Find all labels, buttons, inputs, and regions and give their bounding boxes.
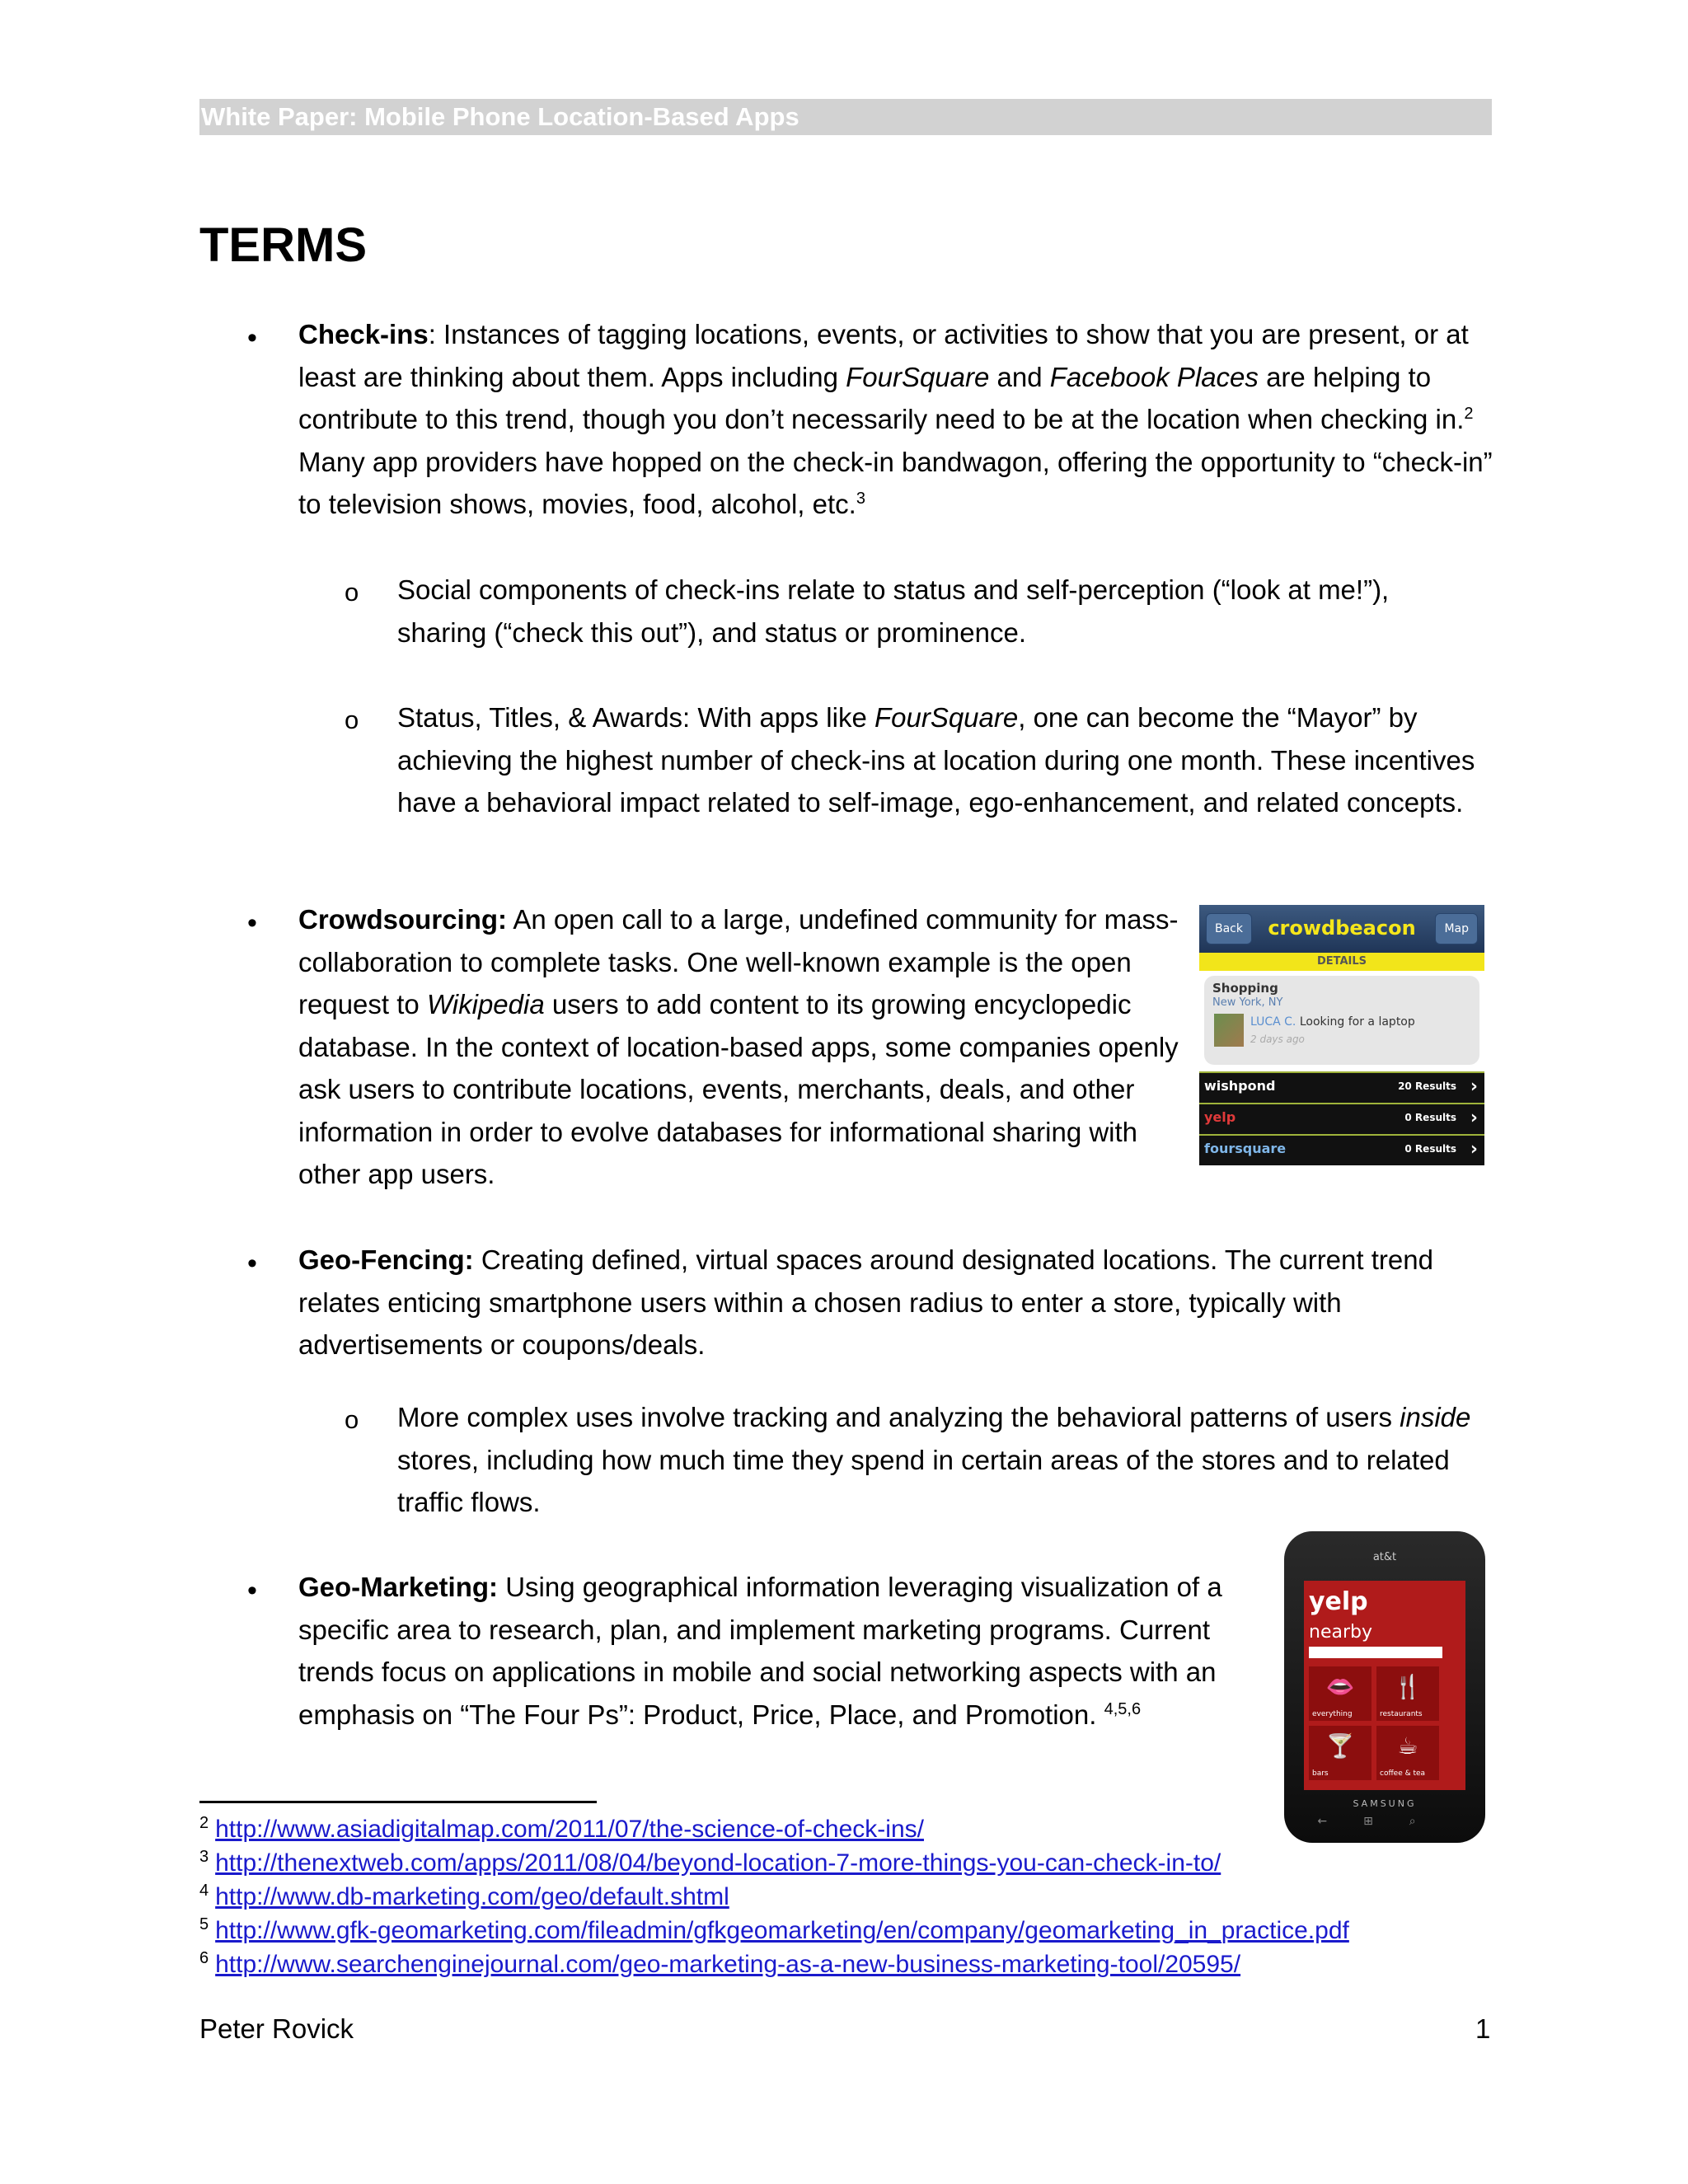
cocktail-icon: 🍸: [1325, 1732, 1355, 1760]
crowdsourcing-paragraph: Crowdsourcing: An open call to a large, undefined community for mass-collaboration to complete tasks. One well-known example is the open request to Wikipedia users to add content to its growing encyclopedic database. In the context of location-based apps, some companies openly ask users to contribute locations, events, merchants, deals, and other information in order to evolve databases for informational sharing with other app users.: [298, 904, 1179, 1189]
footnote-link[interactable]: http://thenextweb.com/apps/2011/08/04/beyond-location-7-more-things-you-can-check-in-to/: [215, 1849, 1221, 1877]
checkins-sub-social: Social components of check-ins relate to status and self-perception (“look at me!”), sharing (“check this out”), and status or prominence.: [397, 574, 1390, 648]
request-message: LUCA C. Looking for a laptop: [1250, 1015, 1415, 1029]
coffee-cup-icon: ☕: [1397, 1732, 1418, 1760]
tile-everything: 👄 everything: [1309, 1666, 1372, 1721]
avatar: [1214, 1014, 1244, 1047]
geofencing-paragraph: Geo-Fencing: Creating defined, virtual spaces around designated locations. The current trend relates enticing smartphone users within a chosen radius to enter a store, typically with advertisements or coupons/deals.: [298, 1244, 1433, 1360]
bullet-icon: •: [247, 322, 257, 354]
document-header: White Paper: Mobile Phone Location-Based Apps: [199, 99, 1492, 135]
geofencing-sub-paragraph: More complex uses involve tracking and analyzing the behavioral patterns of users inside stores, including how much time they spend in certain areas of the stores and to related traffic flows.: [397, 1402, 1471, 1517]
wishpond-logo: wishpond: [1204, 1078, 1276, 1094]
footnote: $^3$ http://thenextweb.com/apps/2011/08/04/beyond-location-7-more-things-you-can-check-in-to/: [199, 1848, 1221, 1877]
lips-icon: 👄: [1325, 1673, 1355, 1700]
chevron-right-icon: ›: [1470, 1108, 1478, 1128]
phone-hardware-keys: ←⊞⌕: [1317, 1815, 1452, 1828]
chevron-right-icon: ›: [1470, 1076, 1478, 1097]
details-label: DETAILS: [1199, 953, 1484, 971]
request-location: New York, NY: [1212, 996, 1283, 1009]
term-geomarketing: Geo-Marketing:: [298, 1572, 499, 1602]
fork-knife-icon: 🍴: [1393, 1673, 1423, 1700]
footer-author: Peter Rovick: [199, 2013, 354, 2044]
phone-image: [1284, 1531, 1485, 1843]
yelp-logo: yelp: [1204, 1109, 1236, 1125]
subbullet-icon: o: [345, 578, 359, 607]
page-title: TERMS: [199, 218, 367, 272]
subbullet-icon: o: [345, 705, 359, 734]
search-input: [1309, 1647, 1442, 1658]
request-time: 2 days ago: [1250, 1033, 1305, 1045]
phone-brand: SAMSUNG: [1353, 1798, 1417, 1809]
screen-title: nearby: [1309, 1622, 1372, 1643]
footnote-separator: [199, 1801, 597, 1803]
geomarketing-paragraph: Geo-Marketing: Using geographical information leveraging visualization of a specific area to research, plan, and implement marketing programs. Current trends focus on applications in mobile and social networking aspects with an emphasis on “The Four Ps”: Product, Price, Place, and Promotion. $^{4,5,6}$: [298, 1572, 1222, 1730]
foursquare-logo: foursquare: [1204, 1141, 1287, 1156]
footnote: $^4$ http://www.db-marketing.com/geo/default.shtml: [199, 1882, 729, 1910]
footnote: $^2$ http://www.asiadigitalmap.com/2011/07/the-science-of-check-ins/: [199, 1814, 924, 1843]
subbullet-icon: o: [345, 1405, 359, 1434]
back-button: Back: [1206, 913, 1252, 944]
term-checkins: Check-ins: [298, 319, 429, 349]
chevron-right-icon: ›: [1470, 1139, 1478, 1160]
page-number: 1: [1475, 2013, 1491, 2044]
bullet-icon: •: [247, 907, 257, 939]
footnote-ref: 4,5,6: [1104, 1699, 1142, 1718]
result-row-yelp: yelp 0 Results ›: [1199, 1103, 1484, 1134]
footnote-ref: 2: [1464, 405, 1474, 423]
request-category: Shopping: [1212, 981, 1278, 996]
tile-bars: 🍸 bars: [1309, 1726, 1372, 1780]
bullet-icon: •: [247, 1248, 257, 1279]
term-crowdsourcing: Crowdsourcing:: [298, 904, 507, 935]
phone-screen: [1304, 1581, 1465, 1790]
bullet-icon: •: [247, 1575, 257, 1606]
footnote-link[interactable]: http://www.db-marketing.com/geo/default.shtml: [215, 1883, 729, 1910]
tile-restaurants: 🍴 restaurants: [1376, 1666, 1439, 1721]
yelp-logo: yelp: [1309, 1587, 1368, 1616]
footnote: $^5$ http://www.gfk-geomarketing.com/fileadmin/gfkgeomarketing/en/company/geomarketing_in_practice.pdf: [199, 1915, 1349, 1944]
carrier-label: at&t: [1372, 1551, 1397, 1563]
footnote-ref: 3: [856, 490, 865, 508]
map-button: Map: [1435, 913, 1478, 944]
crowdbeacon-navbar: [1199, 905, 1484, 953]
crowdbeacon-screenshot: [1199, 905, 1484, 1165]
checkins-paragraph: Check-ins: Instances of tagging locations, events, or activities to show that you are present, or at least are thinking about them. Apps including FourSquare and Facebook Places are helping to contribute to this trend, though you don’t necessarily need to be at the location when checking in.$^2$ Many app providers have hopped on the check-in bandwagon, offering the opportunity to “check-in” to television shows, movies, food, alcohol, etc.$^3$: [298, 319, 1493, 519]
footnote-link[interactable]: http://www.asiadigitalmap.com/2011/07/the-science-of-check-ins/: [215, 1816, 924, 1843]
result-row-foursquare: foursquare 0 Results ›: [1199, 1134, 1484, 1165]
term-geofencing: Geo-Fencing:: [298, 1244, 474, 1275]
crowdbeacon-title: crowdbeacon: [1268, 916, 1416, 940]
footnote-link[interactable]: http://www.searchenginejournal.com/geo-marketing-as-a-new-business-marketing-tool/20595/: [215, 1951, 1241, 1978]
tile-coffee: ☕ coffee & tea: [1376, 1726, 1439, 1780]
checkins-sub-status: Status, Titles, & Awards: With apps like FourSquare, one can become the “Mayor” by achieving the highest number of check-ins at location during one month. These incentives have a behavioral impact related to self-image, ego-enhancement, and related concepts.: [397, 702, 1475, 818]
footnote: $^6$ http://www.searchenginejournal.com/geo-marketing-as-a-new-business-marketing-tool/20595/: [199, 1949, 1241, 1978]
result-row-wishpond: wishpond 20 Results ›: [1199, 1071, 1484, 1103]
footnote-link[interactable]: http://www.gfk-geomarketing.com/fileadmin/gfkgeomarketing/en/company/geomarketing_in_practice.pdf: [215, 1917, 1349, 1944]
request-card: [1204, 976, 1479, 1065]
